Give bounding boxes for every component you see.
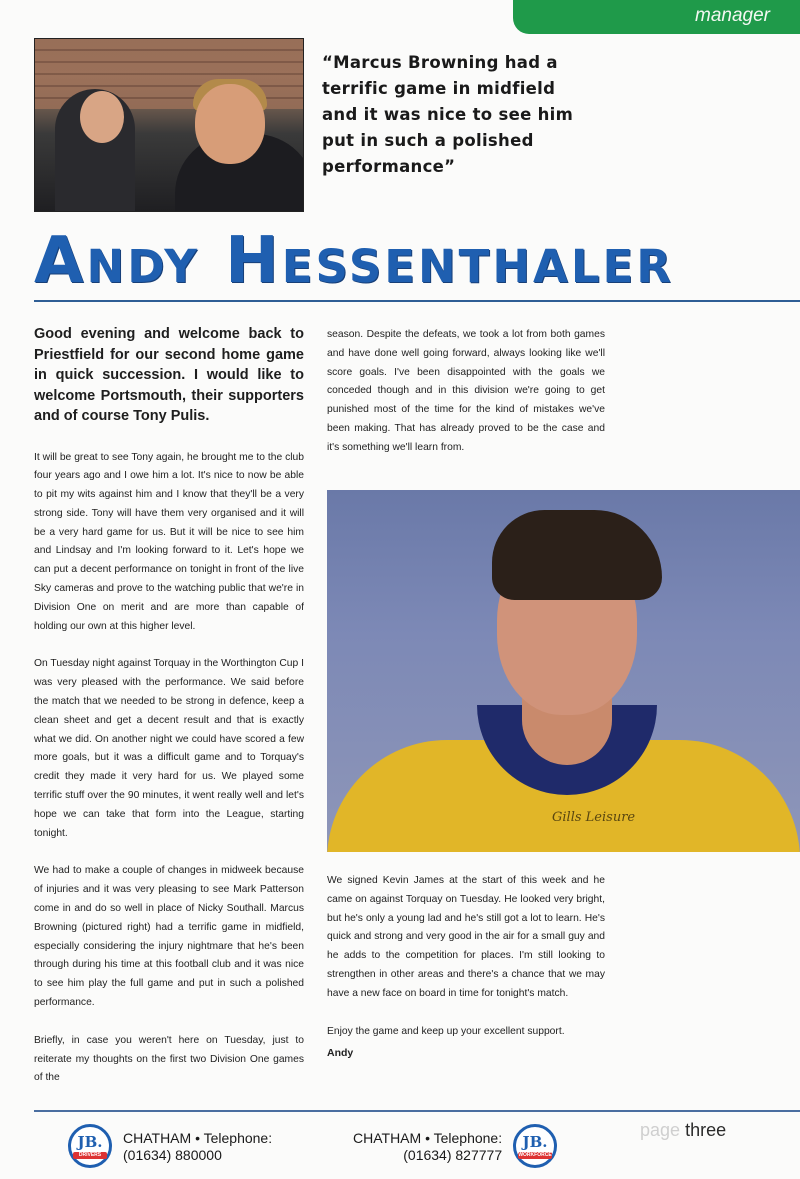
body-paragraph: On Tuesday night against Torquay in the Worthington Cup I was very pleased with the performance. We said before the match that we needed to be strong in defence, keep a clean sheet and get a decent result and that is exactly what we did. On another night we could have scored a few more goals, but it was a difficult game and to Torquay's credit they made it very hard for us. We played some terrific stuff over the 90 minutes, it went really well and let's hope we can take that form into the League, starting tonight. [34,658,304,839]
body-paragraph: It will be great to see Tony again, he brought me to the club four years ago and I owe him a lot. It's nice to now be able to pit my wits against him and I know that they'll be a very strong side. Tony will have them very organised and it will be a very hard game for us. But it will be nice to see him and Lindsay and I'm looking forward to it. Let's hope we can put a decent performance on tonight in front of the live Sky cameras and prove to the watching public that we're in Division One on merit and are more than capable of holding our own at this higher level. [34,451,304,632]
shirt-sponsor-text: Gills Leisure [552,810,636,825]
title-rule [34,300,800,302]
footer-rule [34,1110,800,1112]
jb-drivers-logo: JB. DRIVERS [68,1124,112,1168]
contact-right: CHATHAM • Telephone: (01634) 827777 [353,1130,503,1163]
intro-paragraph: Good evening and welcome back to Priestfield for our second home game in quick succession. I would like to welcome Portsmouth, their supporters and of course Tony Pulis. [34,326,304,424]
signoff: Andy [327,1047,354,1060]
photo-player [327,490,800,852]
photo-manager [34,38,304,212]
column-left [34,324,304,1107]
jb-workforce-logo: JB. WORKFORCE [513,1124,557,1168]
body-paragraph: We had to make a couple of changes in midweek because of injuries and it was very pleasing to see Mark Patterson come in and do so well in place of Nicky Southall. Marcus Browning (pictured right) had a terrific game in midfield, especially considering the injury nightmare that he's been through during his time at this football club and it was nice to see him play the full game and put in such a polished performance. [34,865,304,1009]
body-paragraph: season. Despite the defeats, we took a lot from both games and have done well going forward, always looking like we'll score goals. I've been disappointed with the goals we conceded though and in this division we're going to get punished most of the time for the kind of mistakes we've been making. That has already proved to be the case and it's something we'll learn from. [327,329,605,453]
section-tab [513,0,800,34]
section-label: manager [695,5,770,26]
contact-left: CHATHAM • Telephone: (01634) 880000 [123,1130,273,1163]
body-paragraph: We signed Kevin James at the start of this week and he came on against Torquay on Tuesday. He looked very bright, but he's only a young lad and he's still got a lot to learn. He's quick and strong and very good in the air for a small guy and he adds to the competition for places. I'm still looking to strengthen in other areas and there's a chance that we may have a new face on board in time for tonight's match. [327,875,605,999]
column-right-bottom [327,872,605,1082]
body-paragraph: Enjoy the game and keep up your excellent support. [327,1025,565,1037]
pull-quote: “Marcus Browning had a terrific game in midfield and it was nice to see him put in such a polished performance” [322,53,574,176]
page-number: page three [640,1120,727,1140]
article-title: Andy Hessenthaler [34,224,674,298]
column-right-top [327,326,605,477]
body-paragraph: Briefly, in case you weren't here on Tuesday, just to reiterate my thoughts on the first two Division One games of the [34,1034,304,1084]
